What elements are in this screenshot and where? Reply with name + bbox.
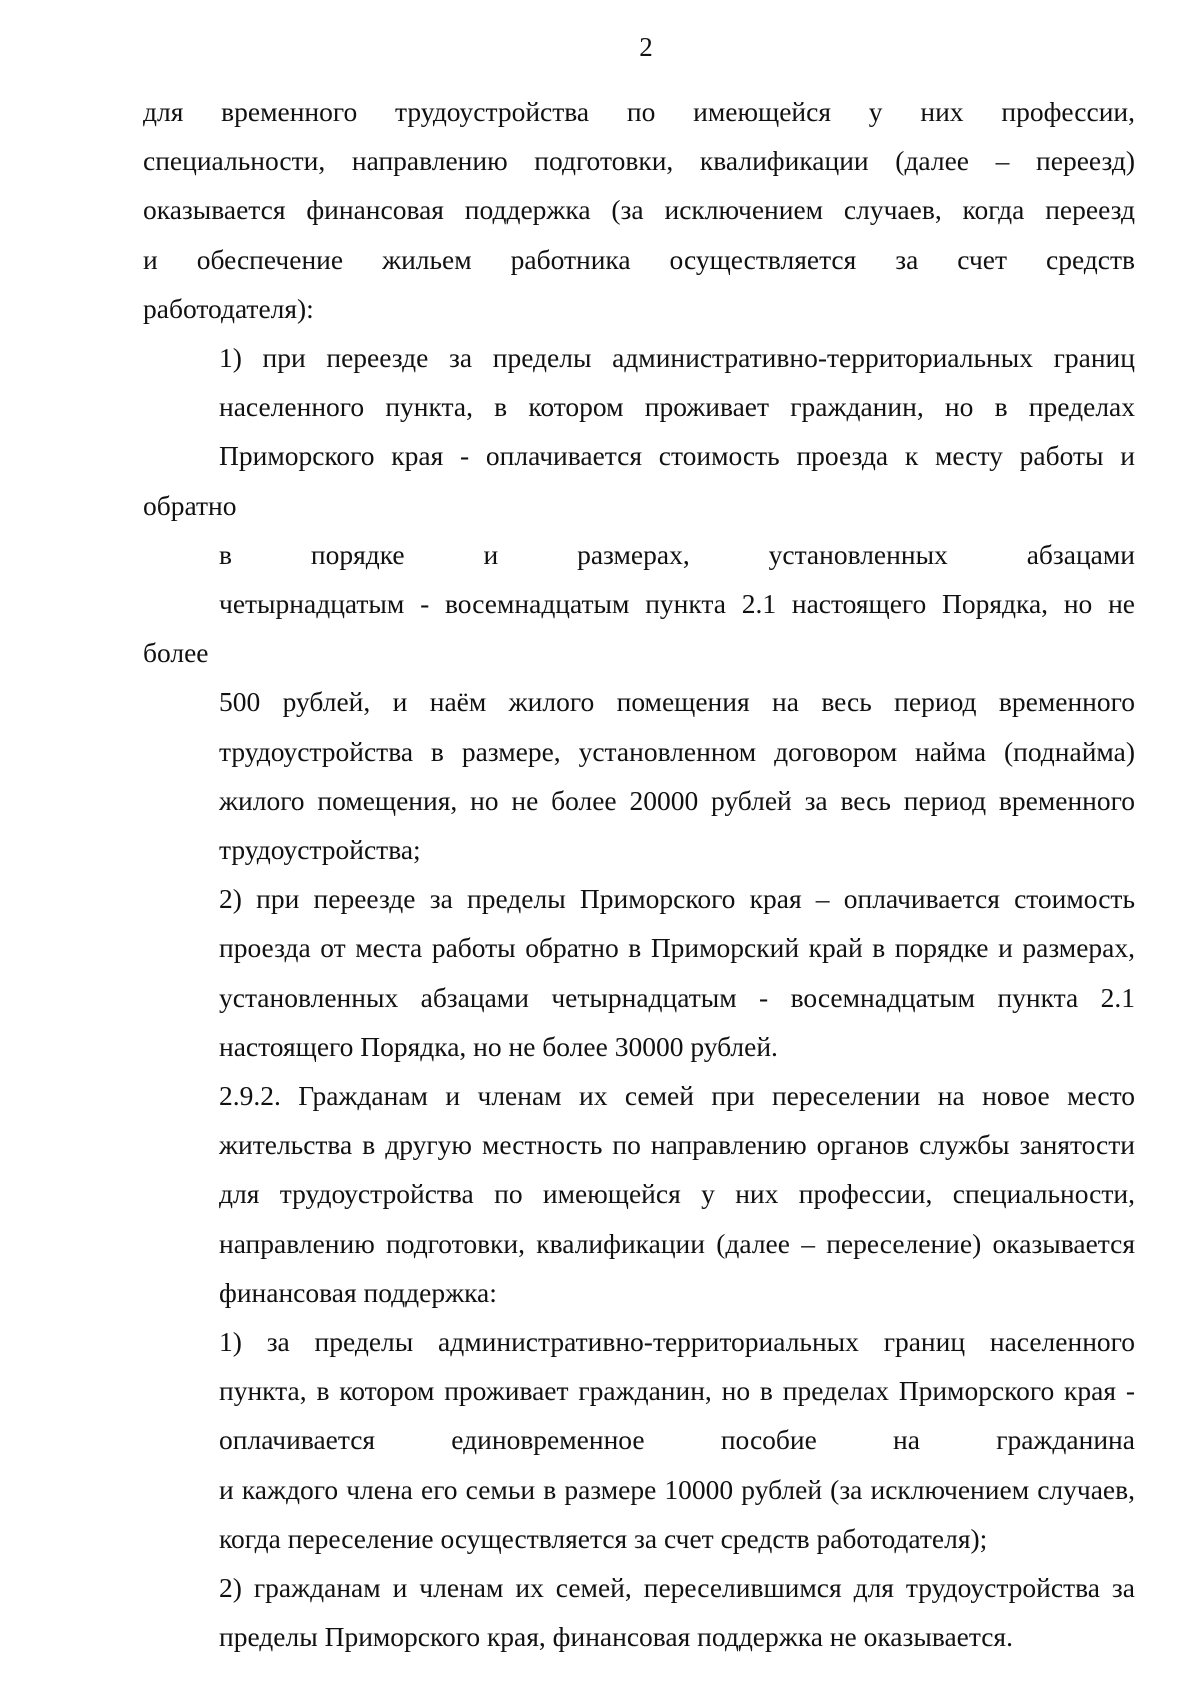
text-line: установленных абзацами четырнадцатым - восемнадцатым пункта 2.1 <box>219 981 1135 1013</box>
text-line: трудоустройства в размере, установленном договором найма (поднайма) <box>219 735 1135 767</box>
text-line: пределы Приморского края, финансовая поддержка не оказывается. <box>219 1621 1013 1653</box>
text-line: специальности, направлению подготовки, квалификации (далее – переезд) <box>143 145 1135 177</box>
text-line: настоящего Порядка, но не более 30000 рублей. <box>219 1030 778 1062</box>
paragraph-section-2-9-2-item-1 <box>143 1317 1135 1563</box>
text-line: 2) гражданам и членам их семей, переселившимся для трудоустройства за <box>219 1572 1135 1604</box>
text-line: 500 рублей, и наём жилого помещения на весь период временного <box>219 686 1135 718</box>
text-line: пункта, в котором проживает гражданин, но в пределах Приморского края - <box>219 1375 1135 1407</box>
document-body <box>143 87 1135 1662</box>
paragraph-section-2-9-2-item-2 <box>143 1563 1135 1661</box>
text-line: оплачивается единовременное пособие на гражданина <box>219 1424 1135 1456</box>
text-line: и обеспечение жильем работника осуществляется за счет средств <box>143 243 1135 275</box>
text-line: 1) за пределы административно-территориальных границ населенного <box>219 1326 1135 1358</box>
text-line: 2.9.2. Гражданам и членам их семей при переселении на новое место <box>219 1080 1135 1112</box>
text-line: Приморского края - оплачивается стоимость проезда к месту работы и обратно <box>143 440 1135 521</box>
text-line: и каждого члена его семьи в размере 10000 рублей (за исключением случаев, <box>219 1473 1135 1505</box>
text-line: оказывается финансовая поддержка (за исключением случаев, когда переезд <box>143 194 1135 226</box>
text-line: трудоустройства; <box>219 834 421 866</box>
paragraph-item-1 <box>143 333 1135 874</box>
text-line: работодателя): <box>143 292 314 324</box>
text-line: финансовая поддержка: <box>219 1276 497 1308</box>
text-line: проезда от места работы обратно в Приморский край в порядке и размерах, <box>219 932 1135 964</box>
text-line: 2) при переезде за пределы Приморского края – оплачивается стоимость <box>219 883 1135 915</box>
page-number: 2 <box>639 32 653 62</box>
text-line: жилого помещения, но не более 20000 рублей за весь период временного <box>219 784 1135 816</box>
text-line: жительства в другую местность по направлению органов службы занятости <box>219 1129 1135 1161</box>
text-line: населенного пункта, в котором проживает гражданин, но в пределах <box>219 391 1135 423</box>
text-line: для временного трудоустройства по имеющейся у них профессии, <box>143 96 1135 127</box>
text-line: в порядке и размерах, установленных абзацами <box>219 538 1135 570</box>
text-line: когда переселение осуществляется за счет средств работодателя); <box>219 1522 988 1554</box>
text-line: для трудоустройства по имеющейся у них профессии, специальности, <box>219 1178 1135 1210</box>
paragraph-item-2 <box>143 874 1135 1071</box>
text-line: 1) при переезде за пределы административно-территориальных границ <box>219 342 1135 374</box>
text-line: четырнадцатым - восемнадцатым пункта 2.1 настоящего Порядка, но не более <box>143 588 1135 669</box>
text-line: направлению подготовки, квалификации (далее – переселение) оказывается <box>219 1227 1135 1259</box>
paragraph-section-2-9-2 <box>143 1071 1135 1317</box>
paragraph-intro <box>143 87 1135 333</box>
